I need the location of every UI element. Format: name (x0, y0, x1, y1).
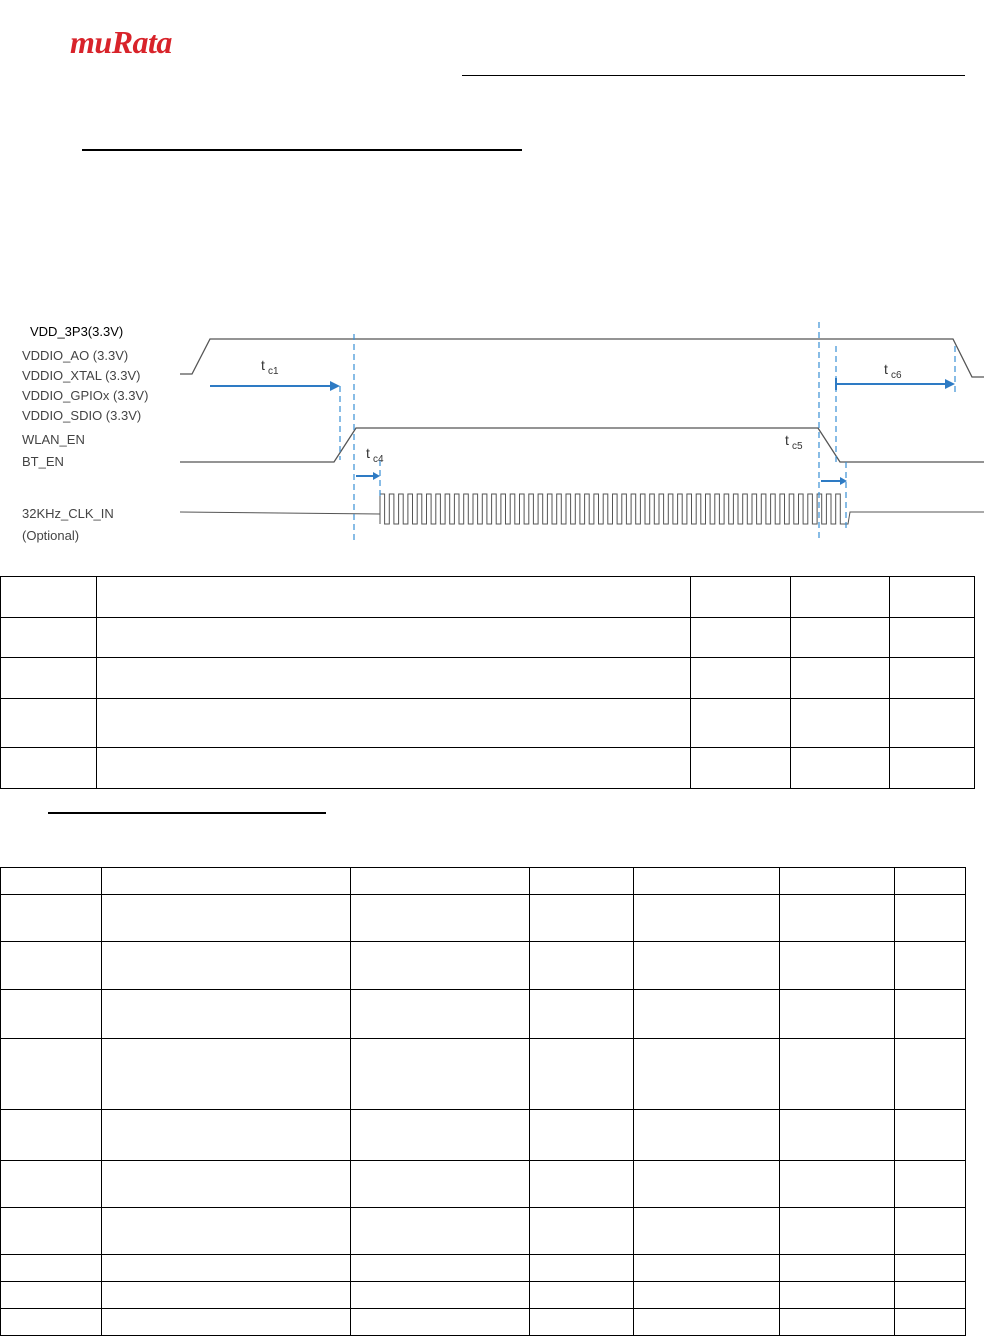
table-cell (634, 1309, 780, 1336)
table-cell (101, 942, 350, 990)
table-cell (1, 1208, 102, 1255)
table-cell (634, 1282, 780, 1309)
table-row (1, 748, 975, 789)
vddio-xtal-label: VDDIO_XTAL (3.3V) (22, 368, 141, 383)
table-row (1, 942, 966, 990)
table-cell (1, 748, 97, 789)
tc6-sub-label: c6 (891, 370, 902, 381)
table-cell (96, 577, 690, 618)
table-cell (895, 1255, 966, 1282)
table-cell (96, 748, 690, 789)
table-cell (1, 577, 97, 618)
table-cell (101, 1208, 350, 1255)
table-row (1, 990, 966, 1039)
table-cell (780, 895, 895, 942)
table-cell (1, 1255, 102, 1282)
tc6-arrowhead (945, 379, 955, 389)
table-cell (691, 658, 791, 699)
table-cell (350, 1282, 530, 1309)
table-cell (634, 1208, 780, 1255)
table-cell (634, 895, 780, 942)
table-header-row (1, 868, 966, 895)
table-row (1, 1309, 966, 1336)
table-cell (780, 868, 895, 895)
clk-optional-label: (Optional) (22, 528, 80, 543)
table-cell (780, 1039, 895, 1110)
table-row (1, 1282, 966, 1309)
table-cell (895, 1161, 966, 1208)
table-row (1, 1110, 966, 1161)
table-cell (101, 1039, 350, 1110)
vdd-3p3-label: VDD_3P3(3.3V) (30, 324, 124, 339)
table-cell (691, 748, 791, 789)
table-cell (101, 990, 350, 1039)
table-cell (634, 942, 780, 990)
section-heading-underline (82, 149, 522, 151)
table-cell (101, 1161, 350, 1208)
table-cell (634, 1039, 780, 1110)
table-cell (350, 990, 530, 1039)
table-cell (1, 1309, 102, 1336)
table-cell (791, 699, 890, 748)
table-cell (350, 1208, 530, 1255)
table-cell (101, 1282, 350, 1309)
table-cell (791, 748, 890, 789)
tc4-sub-label: c4 (373, 454, 384, 465)
table-cell (530, 1110, 634, 1161)
table-cell (530, 942, 634, 990)
table-cell (895, 990, 966, 1039)
table-cell (895, 1309, 966, 1336)
table-cell (780, 1110, 895, 1161)
table-row (1, 658, 975, 699)
tc5-label: t (785, 432, 789, 448)
table-cell (780, 1161, 895, 1208)
table-cell (634, 1255, 780, 1282)
table-cell (634, 868, 780, 895)
table-cell (101, 1255, 350, 1282)
table-cell (350, 868, 530, 895)
table-cell (890, 618, 975, 658)
table-cell (1, 1110, 102, 1161)
table-row (1, 895, 966, 942)
table-cell (101, 868, 350, 895)
table-row (1, 1255, 966, 1282)
table-cell (895, 868, 966, 895)
subsection-heading-underline (48, 812, 326, 814)
table-cell (1, 1039, 102, 1110)
table-cell (1, 618, 97, 658)
table-cell (634, 990, 780, 1039)
vddio-ao-label: VDDIO_AO (3.3V) (22, 348, 129, 363)
bt-en-label: BT_EN (22, 454, 64, 469)
tc6-label: t (884, 361, 888, 377)
table-cell (890, 748, 975, 789)
table-cell (895, 1208, 966, 1255)
table-cell (780, 1309, 895, 1336)
timing-parameter-table (0, 576, 975, 789)
table-cell (530, 868, 634, 895)
table-cell (1, 895, 102, 942)
table-cell (530, 1255, 634, 1282)
table-cell (350, 1039, 530, 1110)
tc1-label: t (261, 357, 265, 373)
murata-logo: muRata (70, 24, 172, 60)
table-cell (890, 577, 975, 618)
vddio-gpiox-label: VDDIO_GPIOx (3.3V) (22, 388, 149, 403)
characteristics-table (0, 867, 966, 1336)
table-cell (634, 1161, 780, 1208)
table-row (1, 1039, 966, 1110)
table-cell (530, 1039, 634, 1110)
table-cell (350, 1161, 530, 1208)
table-cell (1, 1282, 102, 1309)
power-sequence-timing-diagram (18, 300, 988, 550)
table-cell (634, 1110, 780, 1161)
tc1-sub-label: c1 (268, 366, 279, 377)
table-cell (530, 1208, 634, 1255)
vddio-sdio-label: VDDIO_SDIO (3.3V) (22, 408, 142, 423)
enable-trace (180, 428, 984, 462)
table-cell (780, 1208, 895, 1255)
table-cell (530, 1282, 634, 1309)
table-cell (895, 895, 966, 942)
table-row (1, 1161, 966, 1208)
table-cell (530, 990, 634, 1039)
wlan-en-label: WLAN_EN (22, 432, 85, 447)
table-cell (530, 1161, 634, 1208)
table-cell (350, 1255, 530, 1282)
table-cell (791, 577, 890, 618)
table-row (1, 699, 975, 748)
table-row (1, 1208, 966, 1255)
table-cell (780, 990, 895, 1039)
tc4-label: t (366, 445, 370, 461)
table-cell (895, 1110, 966, 1161)
tc1-arrowhead (330, 381, 340, 391)
table-cell (1, 699, 97, 748)
table-cell (691, 699, 791, 748)
table-cell (791, 658, 890, 699)
table-cell (350, 1110, 530, 1161)
table-cell (780, 1255, 895, 1282)
table-cell (96, 618, 690, 658)
table-cell (530, 895, 634, 942)
table-cell (895, 1039, 966, 1110)
table-cell (101, 1309, 350, 1336)
table-cell (350, 895, 530, 942)
header-rule (462, 75, 965, 76)
tc5-sub-label: c5 (792, 441, 803, 452)
table-cell (350, 942, 530, 990)
table-cell (691, 618, 791, 658)
table-cell (895, 1282, 966, 1309)
table-cell (101, 1110, 350, 1161)
table-cell (1, 1161, 102, 1208)
table-cell (780, 1282, 895, 1309)
table-cell (895, 942, 966, 990)
table-cell (780, 942, 895, 990)
table-cell (890, 658, 975, 699)
table-header-row (1, 577, 975, 618)
table-cell (1, 990, 102, 1039)
table-cell (530, 1309, 634, 1336)
table-cell (1, 658, 97, 699)
table-cell (1, 942, 102, 990)
table-cell (691, 577, 791, 618)
clock-trace (180, 494, 984, 524)
table-cell (350, 1309, 530, 1336)
table-cell (96, 658, 690, 699)
table-row (1, 618, 975, 658)
supply-rail-trace (180, 339, 984, 377)
clk-in-label: 32KHz_CLK_IN (22, 506, 114, 521)
table-cell (791, 618, 890, 658)
table-cell (1, 868, 102, 895)
table-cell (101, 895, 350, 942)
table-cell (96, 699, 690, 748)
table-cell (890, 699, 975, 748)
tc4-arrowhead (373, 472, 380, 480)
